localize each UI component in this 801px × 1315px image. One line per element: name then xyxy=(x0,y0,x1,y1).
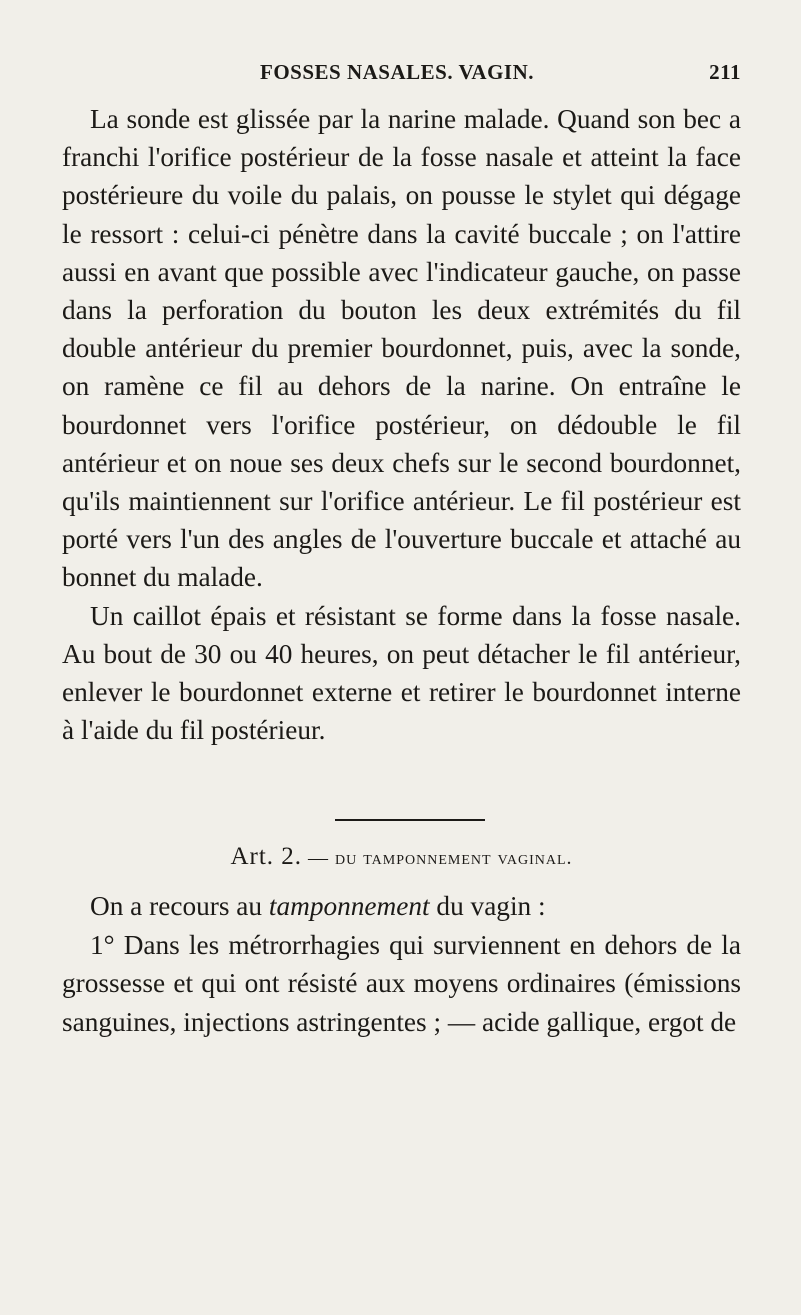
section-divider xyxy=(335,819,485,821)
running-title: FOSSES NASALES. VAGIN. xyxy=(260,60,534,84)
article-title: du tamponnement vaginal. xyxy=(335,847,573,870)
intro-emphasis: tamponnement xyxy=(268,891,430,922)
article-label: Art. 2. xyxy=(230,843,303,871)
intro-after: du vagin : xyxy=(429,891,546,922)
intro-before: On a recours au xyxy=(90,891,269,922)
page-number: 211 xyxy=(709,60,741,84)
section-text xyxy=(62,887,741,1041)
section-intro xyxy=(62,887,741,925)
article-dash: — xyxy=(308,847,330,870)
section-item-1: 1° Dans les métrorrhagies qui surviennent en dehors de la grossesse et qui ont résisté aux moyens ordinaires (émissions sanguines, injections astringentes ; — acide gallique, ergot de xyxy=(62,929,741,1037)
article-heading xyxy=(62,843,741,871)
body-text xyxy=(62,100,741,749)
running-head xyxy=(62,60,741,88)
paragraph-clot: Un caillot épais et résistant se forme dans la fosse nasale. Au bout de 30 ou 40 heures, on peut détacher le fil antérieur, enlever le bourdonnet externe et retirer le bourdonnet interne à l'aide du fil postérieur. xyxy=(62,600,741,746)
paragraph-procedure: La sonde est glissée par la narine malade. Quand son bec a franchi l'orifice postérieur de la fosse nasale et atteint la face postérieure du voile du palais, on pousse le stylet qui dégage le ressort : celui-ci pénètre dans la cavité buccale ; on l'attire aussi en avant que possible avec l'indicateur gauche, on passe dans la perforation du bouton les deux extrémités du fil double antérieur du premier bourdonnet, puis, avec la sonde, on ramène ce fil au dehors de la narine. On entraîne le bourdonnet vers l'orifice postérieur, on dédouble le fil antérieur et on noue ses deux chefs sur le second bourdonnet, qu'ils maintiennent sur l'orifice antérieur. Le fil postérieur est porté vers l'un des angles de l'ouverture buccale et attaché au bonnet du malade. xyxy=(62,104,741,593)
